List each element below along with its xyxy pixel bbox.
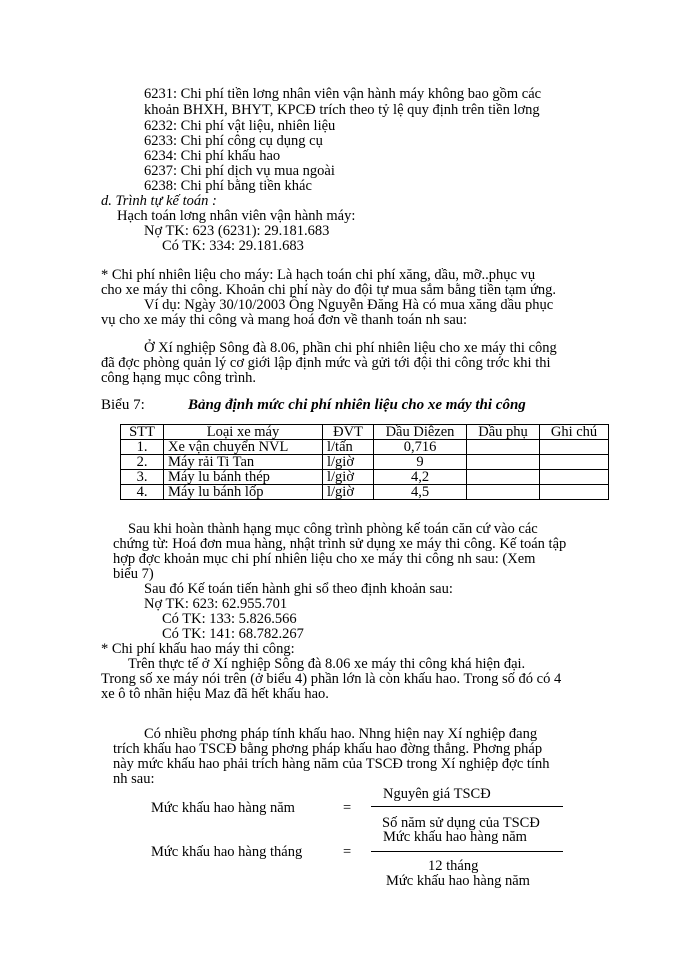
method-line: nh sau: <box>113 771 155 787</box>
table-row <box>121 485 609 500</box>
fuel-paragraph-line: cho xe máy thi công. Khoản chi phí này do đội tự mua sắm bằng tiền tạm ứng. <box>101 282 557 298</box>
method-line: trích khấu hao TSCĐ bằng phơng pháp khấu hao đờng thẳng. Phơng pháp <box>113 741 543 757</box>
table-caption-title: Bảng định mức chi phí nhiên liệu cho xe máy thi công <box>188 397 526 413</box>
after-table-line: biểu 7) <box>113 566 154 582</box>
after-table-line: Sau khi hoàn thành hạng mục công trình phòng kế toán căn cứ vào các <box>128 521 538 537</box>
col-header-aux-oil: Dầu phụ <box>467 425 540 440</box>
cell-aux-oil <box>467 470 540 485</box>
cell-note <box>540 455 609 470</box>
monthly-fraction-bar <box>371 851 563 852</box>
cell-stt: 1. <box>121 440 164 455</box>
cell-vehicle: Máy lu bánh lốp <box>164 485 323 500</box>
norm-paragraph-line: đã đợc phòng quản lý cơ giới lập định mức và gửi tới đội thi công trớc khi thi <box>101 355 551 371</box>
depreciation-line: xe ô tô nhãn hiệu Maz đã hết khấu hao. <box>101 686 329 702</box>
depreciation-heading: * Chi phí khấu hao máy thi công: <box>101 641 295 657</box>
norm-paragraph-line: công hạng mục công trình. <box>101 370 257 386</box>
col-header-vehicle: Loại xe máy <box>164 425 323 440</box>
section-d-heading: d. Trình tự kế toán : <box>101 193 217 209</box>
cell-aux-oil <box>467 455 540 470</box>
cell-unit: l/giờ <box>323 455 374 470</box>
cell-note <box>540 485 609 500</box>
annual-denominator: Số năm sử dụng của TSCĐ <box>382 815 540 831</box>
cell-diesel: 4,2 <box>374 470 467 485</box>
sub-account-6234: 6234: Chi phí khấu hao <box>144 148 281 164</box>
table-header-row <box>121 425 609 440</box>
cell-vehicle: Máy rải Ti Tan <box>164 455 323 470</box>
annual-numerator: Nguyên giá TSCĐ <box>383 786 491 802</box>
table-caption-label: Biểu 7: <box>101 397 145 413</box>
cell-unit: l/giờ <box>323 485 374 500</box>
sub-account-6231: 6231: Chi phí tiền lơng nhân viên vận hành máy không bao gồm các <box>144 86 542 102</box>
method-line: Có nhiều phơng pháp tính khấu hao. Nhng hiện nay Xí nghiệp đang <box>144 726 538 742</box>
fuel-paragraph-line: * Chi phí nhiên liệu cho máy: Là hạch toán chi phí xăng, dầu, mỡ..phục vụ <box>101 267 536 283</box>
entry2-credit-133: Có TK: 133: 5.826.566 <box>162 611 297 627</box>
monthly-label: Mức khấu hao hàng tháng <box>151 844 303 860</box>
sub-account-6238: 6238: Chi phí bằng tiền khác <box>144 178 312 194</box>
fuel-paragraph-line: vụ cho xe máy thi công và mang hoá đơn về thanh toán nh sau: <box>101 312 468 328</box>
salary-credit: Có TK: 334: 29.181.683 <box>162 238 304 254</box>
monthly-denominator: 12 tháng <box>428 858 479 874</box>
fuel-paragraph-line: Ví dụ: Ngày 30/10/2003 Ông Nguyễn Đăng Hà có mua xăng dầu phục <box>144 297 554 313</box>
col-header-note: Ghi chú <box>540 425 609 440</box>
col-header-unit: ĐVT <box>323 425 374 440</box>
after-table-line: hợp đợc khoản mục chi phí nhiên liệu cho xe máy thi công nh sau: (Xem <box>113 551 536 567</box>
trailing-formula-text: Mức khấu hao hàng năm <box>386 873 530 889</box>
annual-label: Mức khấu hao hàng năm <box>151 800 295 816</box>
fuel-norm-table <box>120 424 609 500</box>
cell-stt: 4. <box>121 485 164 500</box>
table-row <box>121 470 609 485</box>
entry2-intro: Sau đó Kế toán tiến hành ghi sổ theo định khoản sau: <box>144 581 453 597</box>
after-table-line: chứng từ: Hoá đơn mua hàng, nhật trình sử dụng xe máy thi công. Kế toán tập <box>113 536 567 552</box>
sub-account-6237: 6237: Chi phí dịch vụ mua ngoài <box>144 163 335 179</box>
entry2-debit: Nợ TK: 623: 62.955.701 <box>144 596 288 612</box>
cell-vehicle: Máy lu bánh thép <box>164 470 323 485</box>
salary-debit: Nợ TK: 623 (6231): 29.181.683 <box>144 223 330 239</box>
monthly-equals: = <box>343 844 352 860</box>
cell-aux-oil <box>467 440 540 455</box>
cell-aux-oil <box>467 485 540 500</box>
norm-paragraph-line: Ở Xí nghiệp Sông đà 8.06, phần chi phí nhiên liệu cho xe máy thi công <box>144 340 557 356</box>
cell-stt: 2. <box>121 455 164 470</box>
cell-unit: l/tấn <box>323 440 374 455</box>
depreciation-line: Trong số xe máy nói trên (ở biểu 4) phần lớn là còn khấu hao. Trong số đó có 4 <box>101 671 562 687</box>
sub-account-6233: 6233: Chi phí công cụ dụng cụ <box>144 133 323 149</box>
cell-diesel: 9 <box>374 455 467 470</box>
cell-diesel: 0,716 <box>374 440 467 455</box>
annual-equals: = <box>343 800 352 816</box>
entry2-credit-141: Có TK: 141: 68.782.267 <box>162 626 304 642</box>
depreciation-line: Trên thực tế ở Xí nghiệp Sông đà 8.06 xe máy thi công khá hiện đại. <box>128 656 526 672</box>
cell-unit: l/giờ <box>323 470 374 485</box>
cell-note <box>540 470 609 485</box>
col-header-stt: STT <box>121 425 164 440</box>
monthly-numerator: Mức khấu hao hàng năm <box>383 829 527 845</box>
sub-account-6232: 6232: Chi phí vật liệu, nhiên liệu <box>144 118 336 134</box>
annual-fraction-bar <box>371 806 563 807</box>
method-line: này mức khấu hao phải trích hàng năm của TSCĐ trong Xí nghiệp đợc tính <box>113 756 550 772</box>
cell-stt: 3. <box>121 470 164 485</box>
salary-entry-line: Hạch toán lơng nhân viên vận hành máy: <box>117 208 356 224</box>
sub-account-6231-cont: khoản BHXH, BHYT, KPCĐ trích theo tỷ lệ quy định trên tiền lơng <box>144 102 540 118</box>
table-row <box>121 440 609 455</box>
col-header-diesel: Dầu Diêzen <box>374 425 467 440</box>
table-row <box>121 455 609 470</box>
cell-diesel: 4,5 <box>374 485 467 500</box>
cell-note <box>540 440 609 455</box>
cell-vehicle: Xe vận chuyển NVL <box>164 440 323 455</box>
